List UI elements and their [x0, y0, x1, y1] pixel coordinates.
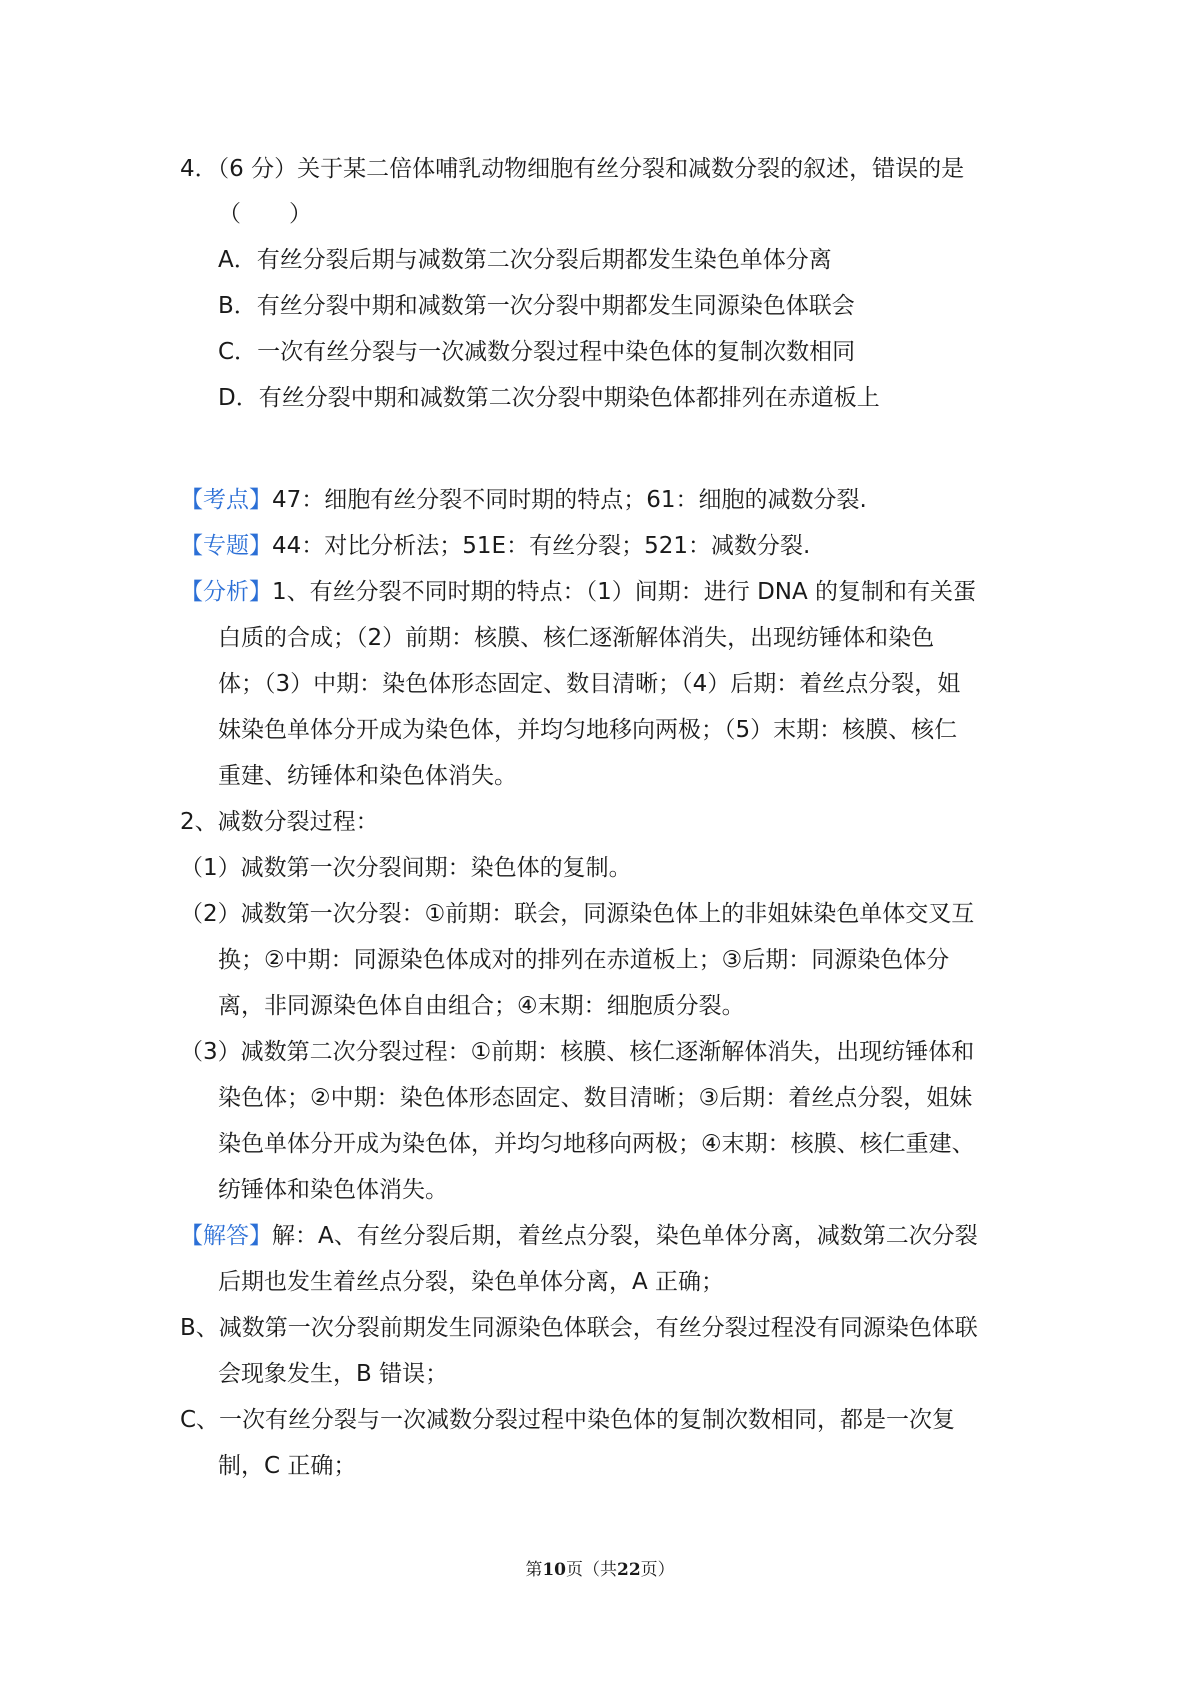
jieda-line	[180, 1221, 978, 1251]
fenxi-tag: 【分析】	[180, 579, 272, 605]
fenxi-line: （2）减数第一次分裂：①前期：联会，同源染色体上的非姐妹染色单体交叉互	[180, 901, 975, 927]
option-b	[218, 291, 855, 321]
question-stem: 关于某二倍体哺乳动物细胞有丝分裂和减数分裂的叙述，错误的是	[297, 156, 965, 182]
fenxi-line: 2、减数分裂过程：	[180, 809, 379, 835]
fenxi-line	[180, 577, 976, 607]
jieda-line: B、减数第一次分裂前期发生同源染色体联会，有丝分裂过程没有同源染色体联	[180, 1315, 978, 1341]
option-text: 有丝分裂后期与减数第二次分裂后期都发生染色单体分离	[256, 247, 832, 273]
fenxi-line: 体；（3）中期：染色体形态固定、数目清晰；（4）后期：着丝点分裂，姐	[218, 671, 961, 697]
kaodian-tag: 【考点】	[180, 487, 272, 513]
fenxi-line: 离，非同源染色体自由组合；④末期：细胞质分裂。	[218, 993, 745, 1019]
jieda-line: 制，C 正确；	[218, 1453, 357, 1479]
option-a	[218, 245, 832, 275]
answer-blank: （ ）	[218, 201, 312, 227]
option-text: 有丝分裂中期和减数第一次分裂中期都发生同源染色体联会	[256, 293, 855, 319]
fenxi-line: （1）减数第一次分裂间期：染色体的复制。	[180, 855, 632, 881]
zhuanti-text: 44：对比分析法；51E：有丝分裂；521：减数分裂.	[272, 533, 811, 559]
option-letter: C．	[218, 339, 258, 365]
kaodian-text: 47：细胞有丝分裂不同时期的特点；61：细胞的减数分裂.	[272, 487, 867, 513]
kaodian-line	[180, 485, 867, 515]
jieda-tag: 【解答】	[180, 1223, 272, 1249]
question-number: 4．	[180, 156, 218, 182]
fenxi-line: 染色单体分开成为染色体，并均匀地移向两极；④末期：核膜、核仁重建、	[218, 1131, 975, 1157]
fenxi-line: 纺锤体和染色体消失。	[218, 1177, 448, 1203]
jieda-line: 后期也发生着丝点分裂，染色单体分离，A 正确；	[218, 1269, 725, 1295]
zhuanti-tag: 【专题】	[180, 533, 272, 559]
fenxi-text: 1、有丝分裂不同时期的特点：（1）间期：进行 DNA 的复制和有关蛋	[272, 579, 977, 605]
fenxi-line: 妹染色单体分开成为染色体，并均匀地移向两极；（5）末期：核膜、核仁	[218, 717, 958, 743]
zhuanti-line	[180, 531, 810, 561]
option-c	[218, 337, 855, 367]
current-page-number: 10	[542, 1560, 566, 1580]
option-letter: B．	[218, 293, 257, 319]
total-page-count: 22	[617, 1560, 641, 1580]
option-d	[218, 383, 880, 413]
option-letter: A．	[218, 247, 257, 273]
fenxi-line: 白质的合成；（2）前期：核膜、核仁逐渐解体消失，出现纺锤体和染色	[218, 625, 935, 651]
question-score: （6 分）	[217, 156, 298, 182]
fenxi-line: 换；②中期：同源染色体成对的排列在赤道板上；③后期：同源染色体分	[218, 947, 950, 973]
jieda-text: 解：A、有丝分裂后期，着丝点分裂，染色单体分离，减数第二次分裂	[272, 1223, 978, 1249]
question-stem-line	[180, 154, 964, 184]
fenxi-line: （3）减数第二次分裂过程：①前期：核膜、核仁逐渐解体消失，出现纺锤体和	[180, 1039, 975, 1065]
jieda-line: C、一次有丝分裂与一次减数分裂过程中染色体的复制次数相同，都是一次复	[180, 1407, 956, 1433]
option-text: 一次有丝分裂与一次减数分裂过程中染色体的复制次数相同	[257, 339, 856, 365]
fenxi-line: 染色体；②中期：染色体形态固定、数目清晰；③后期：着丝点分裂，姐妹	[218, 1085, 973, 1111]
option-text: 有丝分裂中期和减数第二次分裂中期染色体都排列在赤道板上	[258, 385, 880, 411]
jieda-line: 会现象发生，B 错误；	[218, 1361, 449, 1387]
option-letter: D．	[218, 385, 259, 411]
fenxi-line: 重建、纺锤体和染色体消失。	[218, 763, 517, 789]
page-footer: 第10页（共22页）	[525, 1560, 675, 1580]
